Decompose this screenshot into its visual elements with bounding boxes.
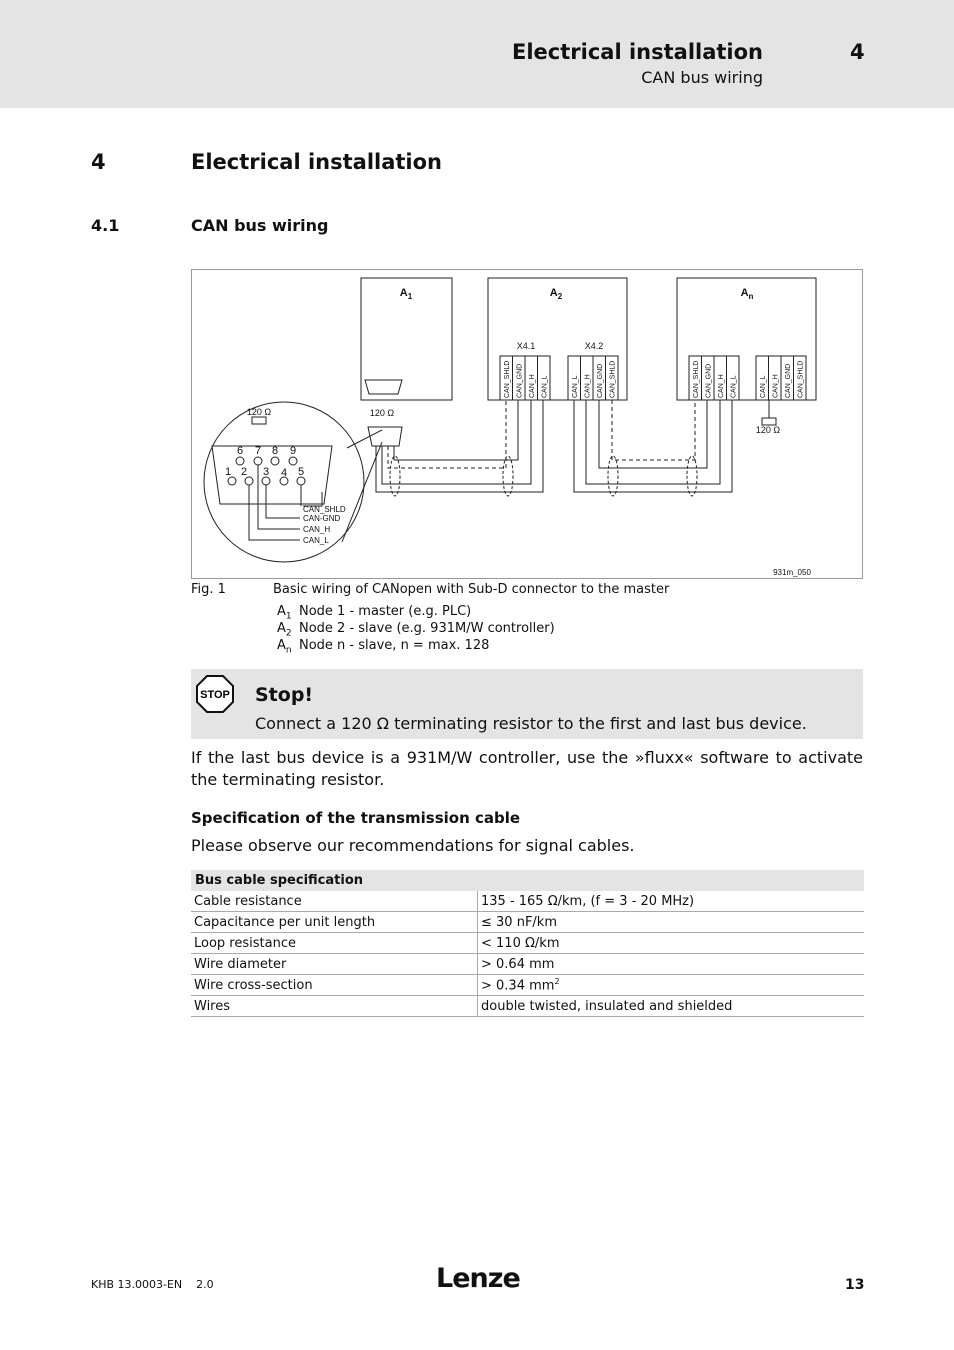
signal-label-can-h: CAN_H (303, 525, 331, 534)
terminal-an-1: CAN_SHLD (693, 360, 700, 398)
spec-heading: Specification of the transmission cable (191, 809, 521, 827)
connector-x41-label: X4.1 (516, 341, 536, 351)
pin-9: 9 (289, 445, 297, 457)
terminal-a2-8: CAN_SHLD (609, 360, 617, 398)
terminal-an-6: CAN_H (772, 374, 780, 398)
terminal-a2-7: CAN_GND (597, 363, 604, 398)
header-chapter-number: 4 (850, 40, 865, 64)
pin-5: 5 (297, 466, 305, 478)
resistor-label-a1: 120 Ω (246, 407, 272, 417)
signal-label-can-gnd: CAN-GND (303, 514, 341, 523)
terminal-an-2: CAN_GND (705, 363, 713, 398)
table-row: Wire cross-section > 0.34 $mm^2$ (191, 975, 864, 996)
legend-row-a1: $A_1$ Node 1 - master (e.g. PLC) (277, 604, 472, 622)
stop-text: Connect a 120 Ω terminating resistor to the first and last bus device. (255, 714, 807, 733)
wiring-diagram (191, 269, 863, 579)
terminal-a2-6: CAN_H (584, 374, 592, 398)
signal-label-can-l: CAN_L (303, 536, 329, 545)
lenze-logo: Lenze (436, 1263, 520, 1294)
section-number: 4 (91, 150, 106, 174)
pin-7: 7 (254, 445, 262, 457)
footer-doc-code: KHB 13.0003-EN 2.0 (91, 1278, 214, 1291)
wiring-diagram-svg (192, 270, 862, 578)
legend-row-an: $A_n$ Node n - slave, n = max. 128 (277, 638, 490, 656)
table-row: Wire diameter > 0.64 mm (191, 954, 864, 975)
table-header: Bus cable specification (191, 870, 864, 891)
figure-code: 931m_050 (773, 568, 811, 577)
terminal-an-3: CAN_H (718, 374, 725, 398)
page-number: 13 (845, 1277, 865, 1293)
figure-caption: Basic wiring of CANopen with Sub-D connector to the master (273, 582, 670, 597)
terminal-a2-4: CAN_L (541, 375, 549, 398)
table-row: Capacitance per unit length ≤ 30 nF/km (191, 912, 864, 933)
section-title: Electrical installation (191, 150, 442, 174)
bus-cable-spec-table (191, 870, 864, 1017)
signal-label-can-shld: CAN_SHLD (303, 505, 346, 514)
spec-intro: Please observe our recommendations for signal cables. (191, 836, 635, 855)
resistor-label-plug: 120 Ω (369, 408, 395, 418)
a1-subd-connector (365, 380, 402, 394)
pin-2: 2 (240, 466, 248, 478)
stop-title: Stop! (255, 684, 314, 706)
stop-icon (195, 674, 235, 714)
header-subtitle: CAN bus wiring (641, 68, 763, 87)
svg-text:STOP: STOP (200, 689, 230, 701)
node-a1-label: $A_1$ (399, 287, 413, 301)
terminal-a2-1: CAN_SHLD (504, 360, 511, 398)
terminal-a2-2: CAN_GND (516, 363, 524, 398)
subsection-number: 4.1 (91, 216, 120, 235)
table-row: Cable resistance 135 - 165 Ω/km, (f = 3 - 20 MHz) (191, 891, 864, 912)
terminal-an-5: CAN_L (760, 375, 767, 398)
terminal-a2-3: CAN_H (529, 374, 536, 398)
pin-4: 4 (280, 467, 288, 479)
node-a2-label: $A_2$ (549, 287, 563, 301)
pin-1: 1 (224, 466, 232, 478)
pin-8: 8 (271, 445, 279, 457)
resistor-label-an: 120 Ω (755, 425, 781, 435)
connector-x42-label: X4.2 (584, 341, 604, 351)
table-row: Loop resistance < 110 Ω/km (191, 933, 864, 954)
table-row: Wires double twisted, insulated and shielded (191, 996, 864, 1017)
terminal-an-8: CAN_SHLD (797, 360, 805, 398)
pin-6: 6 (236, 445, 244, 457)
terminal-a2-5: CAN_L (572, 375, 579, 398)
subsection-title: CAN bus wiring (191, 216, 329, 235)
header-title: Electrical installation (512, 40, 763, 64)
legend-row-a2: $A_2$ Node 2 - slave (e.g. 931M/W controller) (277, 621, 555, 639)
pin-3: 3 (262, 466, 270, 478)
node-an-label: $A_n$ (740, 287, 754, 301)
terminal-an-7: CAN_GND (785, 363, 792, 398)
terminating-resistor-paragraph: If the last bus device is a 931M/W controller, use the »fluxx« software to activate the terminating resistor. (191, 748, 863, 789)
figure-label: Fig. 1 (191, 582, 226, 597)
terminal-an-4: CAN_L (730, 375, 738, 398)
header-band (0, 0, 954, 108)
